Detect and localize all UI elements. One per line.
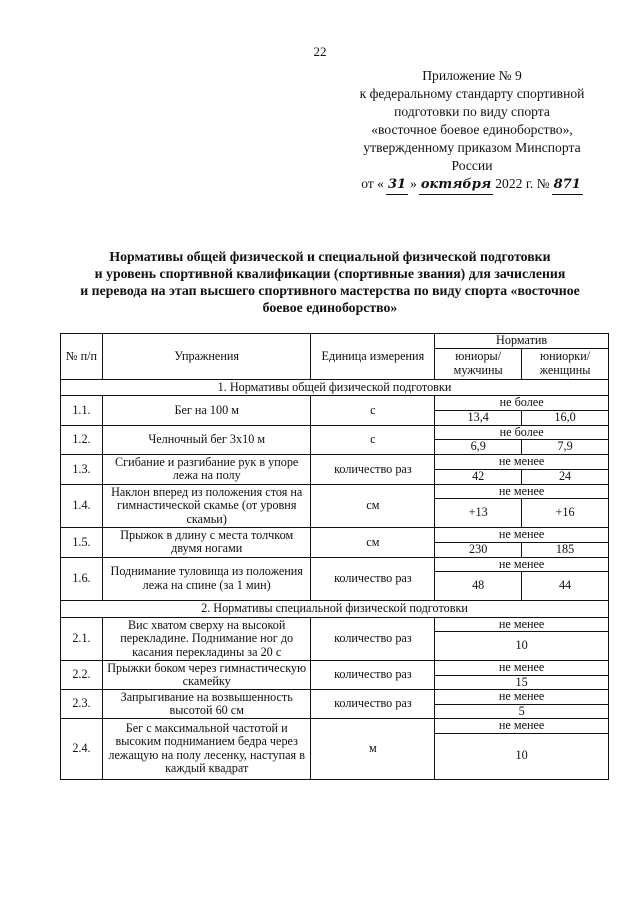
header-num: № п/п: [61, 334, 103, 380]
row-exercise: Бег на 100 м: [102, 396, 311, 426]
page-number: 22: [313, 44, 327, 59]
handwritten-order-number: 871: [552, 176, 583, 195]
header-exercise: Упражнения: [102, 334, 311, 380]
appendix-block: [322, 67, 622, 195]
row-value: 10: [435, 632, 609, 661]
row-condition: не менее: [435, 484, 609, 499]
row-num: 2.4.: [61, 719, 103, 780]
row-condition: не менее: [435, 455, 609, 470]
date-year: 2022 г. №: [495, 176, 550, 191]
standards-table: [60, 333, 609, 780]
row-unit: м: [311, 719, 435, 780]
title-line: и уровень спортивной квалификации (спортивные звания) для зачисления: [94, 266, 566, 281]
row-exercise: Поднимание туловища из положения лежа на спине (за 1 мин): [102, 557, 311, 601]
row-num: 1.6.: [61, 557, 103, 601]
row-male-value: +13: [435, 499, 522, 528]
row-male-value: 13,4: [435, 410, 522, 425]
row-female-value: 185: [522, 542, 609, 557]
row-unit: с: [311, 425, 435, 455]
row-exercise: Запрыгивание на возвышенность высотой 60 см: [102, 690, 311, 719]
row-condition: не более: [435, 396, 609, 411]
row-exercise: Прыжки боком через гимнастическую скамейку: [102, 661, 311, 690]
appendix-line: утвержденному приказом Минспорта: [363, 140, 581, 155]
row-exercise: Вис хватом сверху на высокой перекладине. Поднимание ног до касания перекладины за 20 с: [102, 617, 311, 661]
row-exercise: Челночный бег 3х10 м: [102, 425, 311, 455]
row-unit: см: [311, 528, 435, 558]
appendix-line: «восточное боевое единоборство»,: [371, 122, 573, 137]
row-female-value: 7,9: [522, 440, 609, 455]
row-condition: не менее: [435, 719, 609, 734]
row-female-value: 16,0: [522, 410, 609, 425]
row-value: 15: [435, 675, 609, 690]
row-num: 1.5.: [61, 528, 103, 558]
header-norm: Норматив: [435, 334, 609, 349]
row-unit: количество раз: [311, 661, 435, 690]
row-num: 2.2.: [61, 661, 103, 690]
row-female-value: +16: [522, 499, 609, 528]
title-line: боевое единоборство»: [262, 300, 398, 315]
row-num: 1.1.: [61, 396, 103, 426]
row-num: 1.4.: [61, 484, 103, 528]
row-male-value: 6,9: [435, 440, 522, 455]
row-male-value: 48: [435, 572, 522, 601]
appendix-line: Приложение № 9: [422, 68, 522, 83]
section-heading-special: 2. Нормативы специальной физической подготовки: [61, 601, 609, 618]
handwritten-day: 31: [386, 176, 408, 195]
row-exercise: Прыжок в длину с места толчком двумя ногами: [102, 528, 311, 558]
date-mid: »: [410, 176, 417, 191]
row-num: 2.1.: [61, 617, 103, 661]
title-line: и перевода на этап высшего спортивного мастерства по виду спорта «восточное: [80, 283, 580, 298]
row-condition: не менее: [435, 528, 609, 543]
row-condition: не менее: [435, 690, 609, 705]
document-title: [40, 248, 620, 316]
row-exercise: Сгибание и разгибание рук в упоре лежа на полу: [102, 455, 311, 485]
row-condition: не менее: [435, 557, 609, 572]
row-unit: количество раз: [311, 557, 435, 601]
row-value: 10: [435, 733, 609, 779]
row-unit: количество раз: [311, 690, 435, 719]
appendix-line: подготовки по виду спорта: [394, 104, 550, 119]
row-exercise: Наклон вперед из положения стоя на гимнастической скамье (от уровня скамьи): [102, 484, 311, 528]
header-juniors: юниоры/ мужчины: [435, 348, 522, 379]
row-value: 5: [435, 704, 609, 719]
title-line: Нормативы общей физической и специальной физической подготовки: [109, 249, 551, 264]
row-exercise: Бег с максимальной частотой и высоким подниманием бедра через лежащую на полу лесенку, наступая в каждый квадрат: [102, 719, 311, 780]
appendix-line: России: [451, 158, 493, 173]
row-unit: количество раз: [311, 455, 435, 485]
row-female-value: 44: [522, 572, 609, 601]
appendix-line: к федеральному стандарту спортивной: [359, 86, 585, 101]
row-male-value: 230: [435, 542, 522, 557]
row-unit: количество раз: [311, 617, 435, 661]
row-num: 1.3.: [61, 455, 103, 485]
section-heading-general: 1. Нормативы общей физической подготовки: [61, 379, 609, 396]
row-num: 1.2.: [61, 425, 103, 455]
row-condition: не более: [435, 425, 609, 440]
date-prefix: от «: [361, 176, 384, 191]
row-num: 2.3.: [61, 690, 103, 719]
header-unit: Единица измерения: [311, 334, 435, 380]
row-condition: не менее: [435, 617, 609, 632]
header-juniorettes: юниорки/ женщины: [522, 348, 609, 379]
order-date-row: [322, 175, 622, 195]
row-male-value: 42: [435, 469, 522, 484]
row-female-value: 24: [522, 469, 609, 484]
handwritten-month: октября: [419, 176, 493, 195]
row-unit: см: [311, 484, 435, 528]
row-condition: не менее: [435, 661, 609, 676]
row-unit: с: [311, 396, 435, 426]
